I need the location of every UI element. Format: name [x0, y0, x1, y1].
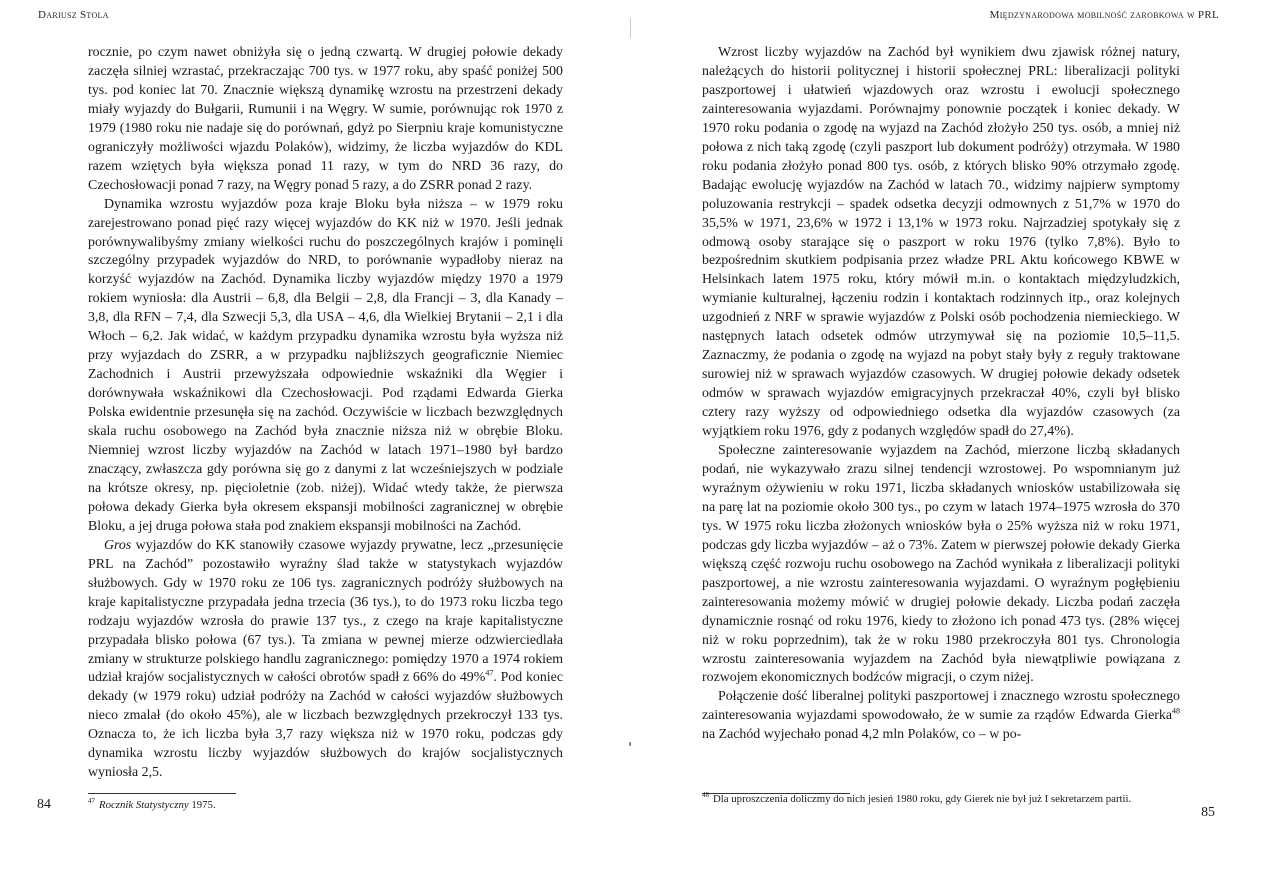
paragraph-body: Połączenie dość liberalnej polityki paszportowej i znacznego wzrostu społecznego zainteresowania wyjazdami spowodowało, że w sumie za rządów Edwarda Gierka: [702, 689, 1180, 724]
right-page: [631, 0, 1262, 894]
running-head-title: Międzynarodowa mobilność zarobkowa w PRL: [989, 9, 1219, 21]
footnote-text: Dla uproszczenia doliczmy do nich jesień 1980 roku, gdy Gierek nie był już I sekretarzem partii.: [713, 793, 1132, 805]
paragraph: [88, 537, 563, 783]
left-body-text: [88, 44, 563, 783]
paragraph-tail: . Pod koniec dekady (w 1979 roku) udział podróży na Zachód w całości wyjazdów służbowych nieco zmalał (do około 45%), ale w liczbach bezwzględnych przekroczył 133 tys. Oznacza to, że ich liczba była 3,7 razy większa niż w 1970 roku, podczas gdy dynamika wzrostu liczby wyjazdów służbowych do krajów socjalistycznych wyniosła 2,5.: [88, 670, 563, 781]
footnote-reference[interactable]: 47: [485, 668, 494, 678]
footnote-number: 47: [88, 797, 95, 806]
footnote-source-title: Rocznik Statystyczny: [99, 799, 189, 811]
paragraph-body: wyjazdów do KK stanowiły czasowe wyjazdy prywatne, lecz „przesunięcie PRL na Zachód” pozostawiło wyraźny ślad także w statystykach wyjazdów służbowych. Gdy w 1970 roku ze 106 tys. zagranicznych podróży służbowych na kraje kapitalistyczne przypadała jedna trzecia (36 tys.), to do 1973 roku liczba tego rodzaju wyjazdów wzrosła do prawie 137 tys., z czego na kraje kapitalistyczne przypadała blisko połowa (67 tys.). Ta zmiana w pewnej mierze odzwierciedlała zmiany w strukturze polskiego handlu zagranicznego: pomiędzy 1970 a 1974 rokiem udział krajów socjalistycznych w całości obrotów spadł z 66% do 49%: [88, 537, 563, 686]
running-head-author: Dariusz Stola: [38, 9, 109, 21]
paragraph: Społeczne zainteresowanie wyjazdem na Zachód, mierzone liczbą składanych podań, nie wykazywało zrazu silnej tendencji wzrostowej. Po wspomnianym już wyraźnym ożywieniu w roku 1971, liczba składanych wniosków ustabilizowała się na parę lat na poziomie około 300 tys., po czym w latach 1974–1975 wzrosła do 370 tys. W 1975 roku liczba złożonych wniosków była o 25% wyższa niż w roku 1971, podczas gdy liczba wyjazdów – aż o 73%. Zatem w pierwszej połowie dekady Gierka większą część rozwoju ruchu osobowego na Zachód wynikała z liberalizacji polityki paszportowej, a nie wzrostu zainteresowania wyjazdami. O wyraźnym pogłębieniu zainteresowania możemy mówić w drugiej połowie dekady. Liczba podań zaczęła dynamicznie rosnąć od roku 1976, kiedy to złożono ich ponad 473 tys. (28% więcej niż w roku poprzednim), tak że w roku 1980 przekroczyła 801 tys. Chronologia wzrostu zainteresowania wyjazdem na Zachód była niewątpliwie powiązana z rozwojem ekonomicznych bodźców migracji, o czym niżej.: [702, 443, 1180, 686]
paragraph-tail: na Zachód wyjechało ponad 4,2 mln Polaków, co – w po-: [702, 727, 1022, 743]
footnote-year: 1975.: [188, 799, 216, 811]
right-body-text: [702, 44, 1180, 745]
paragraph: [702, 688, 1180, 745]
italic-lead: Gros: [104, 537, 132, 553]
paragraph: Dynamika wzrostu wyjazdów poza kraje Bloku była niższa – w 1979 roku zarejestrowano ponad pięć razy więcej wyjazdów do KK niż w 1970. Jeśli jednak porównywalibyśmy zmiany wielkości ruchu do poszczególnych krajów i pominęli szczególny przypadek wyjazdów do NRD, to porównanie wypadłoby nieraz na korzyść wyjazdów na Zachód. Dynamika liczby wyjazdów między 1970 a 1979 rokiem wyniosła: dla Austrii – 6,8, dla Belgii – 2,8, dla Francji – 3, dla Kanady – 3,8, dla RFN – 7,4, dla Szwecji 5,3, dla USA – 4,6, dla Wielkiej Brytanii – 2,1 i dla Włoch – 6,2. Jak widać, w każdym przypadku dynamika wzrostu była wyższa niż przy wyjazdach do ZSRR, a w przypadku najbliższych geograficznie Niemiec Zachodnich i Austrii przewyższała odpowiednie wskaźniki dla Węgier i dorównywała wskaźnikowi dla Czechosłowacji. Pod rządami Edwarda Gierka Polska ewidentnie przesunęła się na zachód. Oczywiście w liczbach bezwzględnych skala ruchu osobowego na Zachód była znacznie niższa niż w obrębie Bloku. Niemniej wzrost liczby wyjazdów na Zachód w latach 1971–1980 był bardzo znaczący, zwłaszcza gdy porówna się go z danymi z lat wcześniejszych w podziale na krótsze okresy, np. pięcioletnie (zob. niżej). Widać wtedy także, że pierwsza połowa dekady Gierka była okresem ekspansji mobilności zagranicznej w obrębie Bloku, a jej druga połowa stała pod znakiem ekspansji mobilności na Zachód.: [88, 196, 563, 534]
page-number: 84: [37, 797, 51, 812]
paragraph: Wzrost liczby wyjazdów na Zachód był wynikiem dwu zjawisk różnej natury, należących do historii politycznej i historii społecznej PRL: liberalizacji polityki paszportowej i ułatwień wjazdowych oraz wzrostu i ewolucji społecznego zainteresowania wyjazdami. Porównajmy ponownie początek i koniec dekady. W 1970 roku podania o zgodę na wyjazd na Zachód złożyło 250 tys. osób, a mniej niż połowa z nich taką zgodę (czyli paszport lub dokument podróży) otrzymała. W 1980 roku podania złożyło ponad 800 tys. osób, z których blisko 90% otrzymało zgodę. Badając ewolucję wyjazdów na Zachód w latach 70., widzimy najpierw symptomy poluzowania restrykcji – spadek odsetka decyzji odmownych z 51,7% w 1970 do 35,5% w 1971, 23,6% w 1972 i 13,1% w 1973 roku. Najrzadziej spotykały się z odmową osoby starające się o paszport w roku 1976 (tylko 7,8%). Było to bezpośrednim skutkiem podpisania przez władze PRL Aktu końcowego KBWE w Helsinkach latem 1975 roku, który mówił m.in. o kontaktach międzyludzkich, wymianie kulturalnej, łączeniu rodzin i kontaktach rodzinnych itp., oraz kolejnych uzgodnień z NRF w sprawie wyjazdów z Polski osób pochodzenia niemieckiego. W następnych latach odsetek odmów utrzymywał się na poziomie 10,5–11,5. Zaznaczmy, że podania o zgodę na wyjazd na pobyt stały były z reguły traktowane surowiej niż w sprawach wyjazdów czasowych. W drugiej połowie dekady odsetek odmów w sprawach wyjazdów emigracyjnych przekraczał 40%, czyli był blisko cztery razy wyższy od odpowiedniego odsetka dla wyjazdów czasowych (za wyjątkiem roku 1976, gdy z podanych względów spadł do 27,4%).: [702, 45, 1180, 440]
page-number: 85: [1201, 805, 1215, 820]
paragraph: rocznie, po czym nawet obniżyła się o jedną czwartą. W drugiej połowie dekady zaczęła silniej wzrastać, przekraczając 700 tys. w 1977 roku, aby spaść poniżej 500 tys. pod koniec lat 70. Znacznie większą dynamikę wzrostu na przestrzeni dekady miały wyjazdy do Bułgarii, Rumunii i na Węgry. W sumie, porównując rok 1970 z 1979 (1980 roku nie nadaje się do porównań, gdyż po Sierpniu kraje komunistyczne ograniczyły możliwości wjazdu Polaków), widzimy, że liczba wyjazdów do KDL razem wziętych była większa ponad 11 razy, w tym do NRD 36 razy, do Czechosłowacji ponad 7 razy, na Węgry ponad 5 razy, a do ZSRR ponad 2 razy.: [88, 45, 563, 193]
footnote: [702, 793, 1180, 807]
footnote-reference[interactable]: 48: [1172, 706, 1180, 716]
footnote-rule: [88, 793, 236, 794]
footnote-number: 48: [702, 791, 709, 800]
footnote: [88, 799, 558, 813]
